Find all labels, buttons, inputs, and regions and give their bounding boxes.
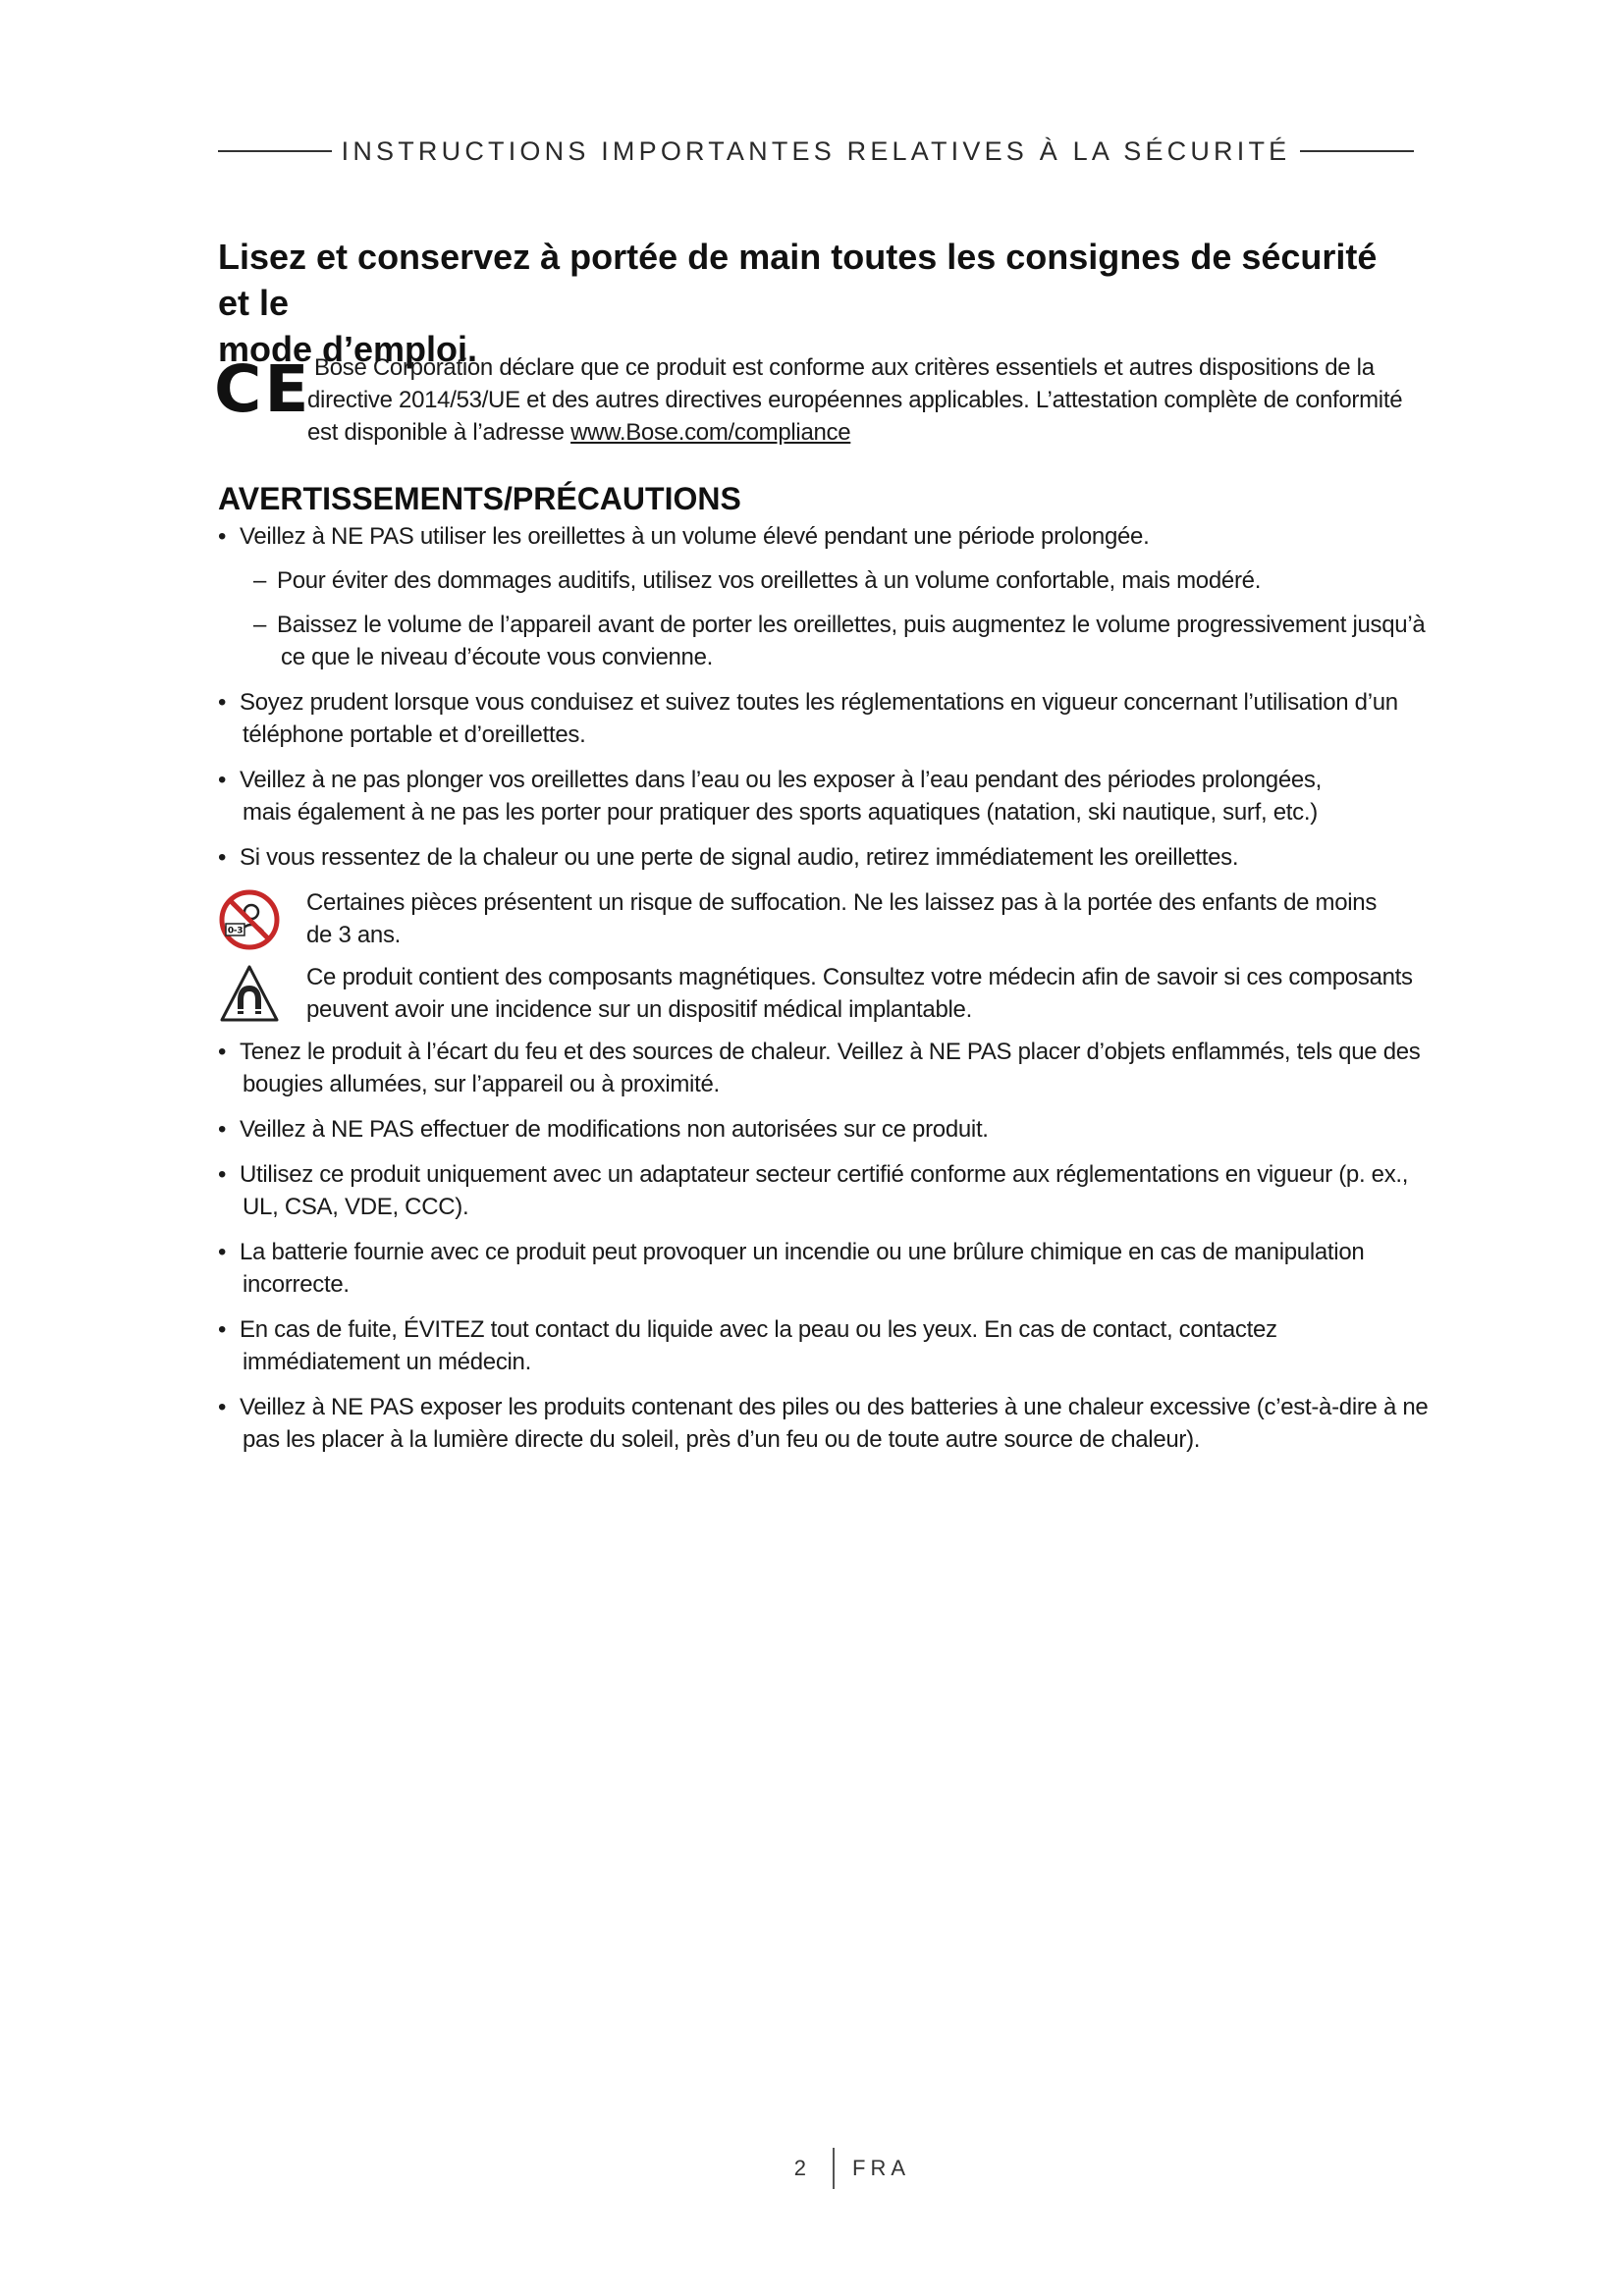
title-line-1: Lisez et conservez à portée de main toutes les consignes de sécurité et le	[218, 237, 1378, 323]
bullet: •	[218, 523, 227, 550]
bullet: •	[218, 1161, 227, 1188]
item-text: incorrecte.	[243, 1271, 350, 1298]
magnet-warning-icon	[218, 963, 281, 1024]
choking-hazard-row	[218, 886, 1426, 951]
sub-item	[240, 564, 1426, 597]
dash: –	[253, 567, 267, 594]
warnings-heading: AVERTISSEMENTS/PRÉCAUTIONS	[218, 481, 741, 516]
bullet: •	[218, 844, 227, 871]
header-rule-right	[1300, 150, 1414, 152]
choking-text: Certaines pièces présentent un risque de suffocation. Ne les laissez pas à la portée des enfants de moins	[306, 889, 1378, 916]
page-header	[218, 132, 1414, 171]
choking-icon-label: 0-3	[227, 926, 244, 936]
list-item	[218, 841, 1426, 874]
item-text: Veillez à ne pas plonger vos oreillettes dans l’eau ou les exposer à l’eau pendant des périodes prolongées,	[240, 767, 1322, 793]
ce-mark-icon: CE	[214, 351, 312, 427]
ce-line-2: directive 2014/53/UE et des autres directives européennes applicables. L’attestation complète de conformité	[307, 387, 1403, 413]
bullet: •	[218, 1239, 227, 1265]
compliance-link[interactable]: www.Bose.com/compliance	[570, 419, 851, 446]
ce-declaration	[307, 351, 1422, 449]
item-text: Utilisez ce produit uniquement avec un adaptateur secteur certifié conforme aux réglementations en vigueur (p. ex.,	[240, 1161, 1409, 1188]
item-text: téléphone portable et d’oreillettes.	[243, 721, 586, 748]
sub-item-text: Baissez le volume de l’appareil avant de porter les oreillettes, puis augmentez le volume progressivement jusqu’à	[277, 612, 1426, 638]
page-footer	[0, 2148, 1624, 2191]
item-text: bougies allumées, sur l’appareil ou à proximité.	[243, 1071, 720, 1097]
choking-hazard-icon	[218, 888, 281, 951]
item-text: mais également à ne pas les porter pour pratiquer des sports aquatiques (natation, ski nautique, surf, etc.)	[243, 799, 1318, 826]
page-number: 2	[793, 2156, 809, 2180]
header-rule-left	[218, 150, 332, 152]
item-text: immédiatement un médecin.	[243, 1349, 531, 1375]
sub-item	[240, 609, 1426, 673]
item-text: Soyez prudent lorsque vous conduisez et suivez toutes les réglementations en vigueur concernant l’utilisation d’un	[240, 689, 1398, 716]
list-item	[218, 686, 1426, 751]
magnet-warning-row	[218, 961, 1426, 1026]
bullet: •	[218, 1316, 227, 1343]
magnet-text: Ce produit contient des composants magnétiques. Consultez votre médecin afin de savoir si ces composants	[306, 964, 1413, 990]
item-text: En cas de fuite, ÉVITEZ tout contact du liquide avec la peau ou les yeux. En cas de contact, contactez	[240, 1316, 1277, 1343]
dash: –	[253, 612, 267, 638]
choking-text: de 3 ans.	[306, 922, 402, 948]
bullet: •	[218, 767, 227, 793]
list-item	[218, 520, 1426, 673]
item-text: UL, CSA, VDE, CCC).	[243, 1194, 469, 1220]
footer-separator	[833, 2148, 835, 2189]
item-text: Veillez à NE PAS exposer les produits contenant des piles ou des batteries à une chaleur excessive (c’est-à-dire à ne	[240, 1394, 1429, 1420]
list-item	[218, 1236, 1426, 1301]
magnet-text: peuvent avoir une incidence sur un dispositif médical implantable.	[306, 996, 972, 1023]
language-code: FRA	[852, 2156, 910, 2180]
bullet: •	[218, 1394, 227, 1420]
ce-line-1: Bose Corporation déclare que ce produit est conforme aux critères essentiels et autres dispositions de la	[314, 354, 1375, 381]
sub-item-text: Pour éviter des dommages auditifs, utilisez vos oreillettes à un volume confortable, mais modéré.	[277, 567, 1262, 594]
header-title: INSTRUCTIONS IMPORTANTES RELATIVES À LA SÉCURITÉ	[341, 135, 1291, 166]
warnings-list	[218, 520, 1429, 1468]
sub-item-text: ce que le niveau d’écoute vous convienne.	[281, 644, 714, 670]
list-item	[218, 1313, 1426, 1378]
item-text: Tenez le produit à l’écart du feu et des sources de chaleur. Veillez à NE PAS placer d’objets enflammés, tels que des	[240, 1039, 1421, 1065]
list-item	[218, 1391, 1429, 1456]
list-item	[218, 1158, 1426, 1223]
title-line-2: mode d’emploi.	[218, 329, 478, 369]
ce-line-3-text: est disponible à l’adresse	[307, 419, 571, 446]
item-text: Veillez à NE PAS utiliser les oreillettes à un volume élevé pendant une période prolongée.	[240, 523, 1150, 550]
item-text: pas les placer à la lumière directe du soleil, près d’un feu ou de toute autre source de chaleur).	[243, 1426, 1201, 1453]
item-text: Si vous ressentez de la chaleur ou une perte de signal audio, retirez immédiatement les oreillettes.	[240, 844, 1239, 871]
list-item	[218, 764, 1426, 828]
list-item	[218, 1113, 1426, 1146]
bullet: •	[218, 1116, 227, 1143]
item-text: La batterie fournie avec ce produit peut provoquer un incendie ou une brûlure chimique en cas de manipulation	[240, 1239, 1365, 1265]
bullet: •	[218, 689, 227, 716]
ce-line-3	[307, 416, 1422, 449]
item-text: Veillez à NE PAS effectuer de modifications non autorisées sur ce produit.	[240, 1116, 989, 1143]
bullet: •	[218, 1039, 227, 1065]
list-item	[218, 1036, 1426, 1100]
